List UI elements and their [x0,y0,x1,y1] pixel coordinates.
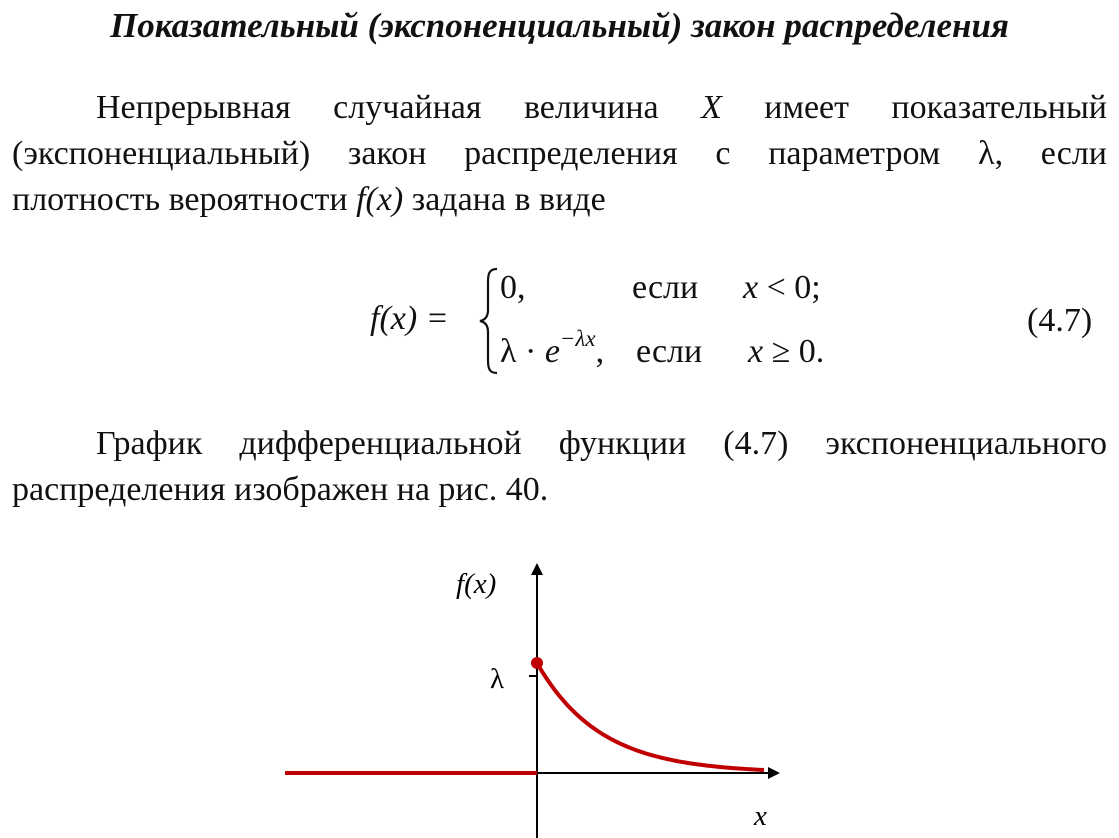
y-axis-label: f(x) [456,568,497,600]
paragraph-line: График дифференциальной функции (4.7) экспоненциального [96,425,1107,462]
x-axis-label: x [754,800,767,832]
function-f: f [356,181,366,218]
case2-value: $\lambda \cdot e^{-\lambda x}$, [500,326,605,370]
lambda-point [531,657,543,669]
case1-value: 0, [500,269,526,306]
equation-number: (4.7) [1027,302,1093,339]
variable-x: X [701,89,722,126]
formula-lhs: f(x) = [370,300,449,337]
section-title: Показательный (экспоненциальный) закон распределения [110,6,1009,45]
paragraph-line: Непрерывная случайная величина X имеет показательный [96,89,1108,126]
lambda-tick-label: λ [490,663,505,695]
case1-condition: x < 0; [743,269,821,306]
paragraph-line: распределения изображен на рис. 40. [12,471,549,508]
case2-condition: x ≥ 0. [748,333,825,370]
lambda-symbol: λ [978,135,995,172]
series-exponential-curve [537,663,764,770]
case2-condition-word: если [636,333,703,370]
paragraph-line: плотность вероятности f(x) задана в виде [12,181,606,218]
case1-condition-word: если [632,269,699,306]
paragraph-line: (экспоненциальный) закон распределения с параметром λ, если [12,135,1107,172]
